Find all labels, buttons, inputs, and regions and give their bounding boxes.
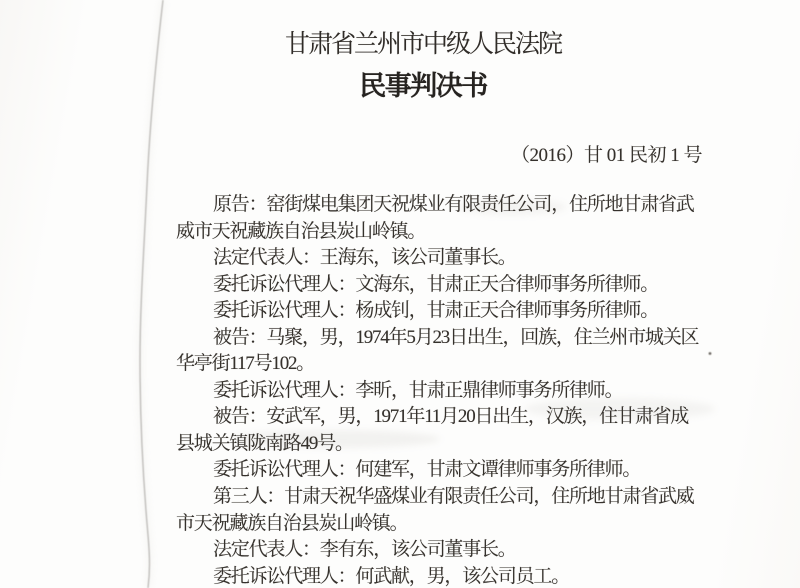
body-line-defendant-1: 被告：马聚，男，1974年5月23日出生，回族，住兰州市城关区 — [213, 326, 699, 348]
body-line-defendant-2: 被告：安武军，男，1971年11月20日出生，汉族，住甘肃省成 — [213, 406, 689, 428]
body-line-agent-3: 委托诉讼代理人：李昕，甘肃正鼎律师事务所律师。 — [213, 379, 623, 401]
body-line-agent-1: 委托诉讼代理人：文海东，甘肃正天合律师事务所律师。 — [213, 273, 659, 295]
body-line-plaintiff: 原告：窑街煤电集团天祝煤业有限责任公司，住所地甘肃省武 — [213, 194, 694, 215]
case-number: （2016）甘 01 民初 1 号 — [510, 145, 702, 166]
document-header — [23, 30, 800, 102]
document-body — [176, 192, 736, 588]
body-line-legal-rep-1: 法定代表人：王海东，该公司董事长。 — [213, 247, 516, 269]
body-line-plaintiff-cont: 威市天祝藏族自治县炭山岭镇。 — [176, 220, 426, 242]
document-title: 民事判决书 — [359, 71, 487, 101]
body-line-legal-rep-2: 法定代表人：李有东，该公司董事长。 — [213, 539, 516, 561]
body-line-defendant-1-cont: 华亭街117号102。 — [176, 353, 315, 375]
body-line-defendant-2-cont: 县城关镇陇南路49号。 — [176, 432, 353, 454]
body-line-agent-4: 委托诉讼代理人：何建军，甘肃文谭律师事务所律师。 — [213, 459, 641, 481]
court-name: 甘肃省兰州市中级人民法院 — [284, 31, 561, 58]
body-line-third-party-cont: 市天祝藏族自治县炭山岭镇。 — [176, 512, 408, 534]
body-line-agent-2: 委托诉讼代理人：杨成钊，甘肃正天合律师事务所律师。 — [213, 300, 659, 322]
body-line-agent-5: 委托诉讼代理人：何武献，男，该公司员工。 — [213, 565, 570, 587]
body-line-third-party: 第三人：甘肃天祝华盛煤业有限责任公司，住所地甘肃省武威 — [213, 486, 694, 508]
